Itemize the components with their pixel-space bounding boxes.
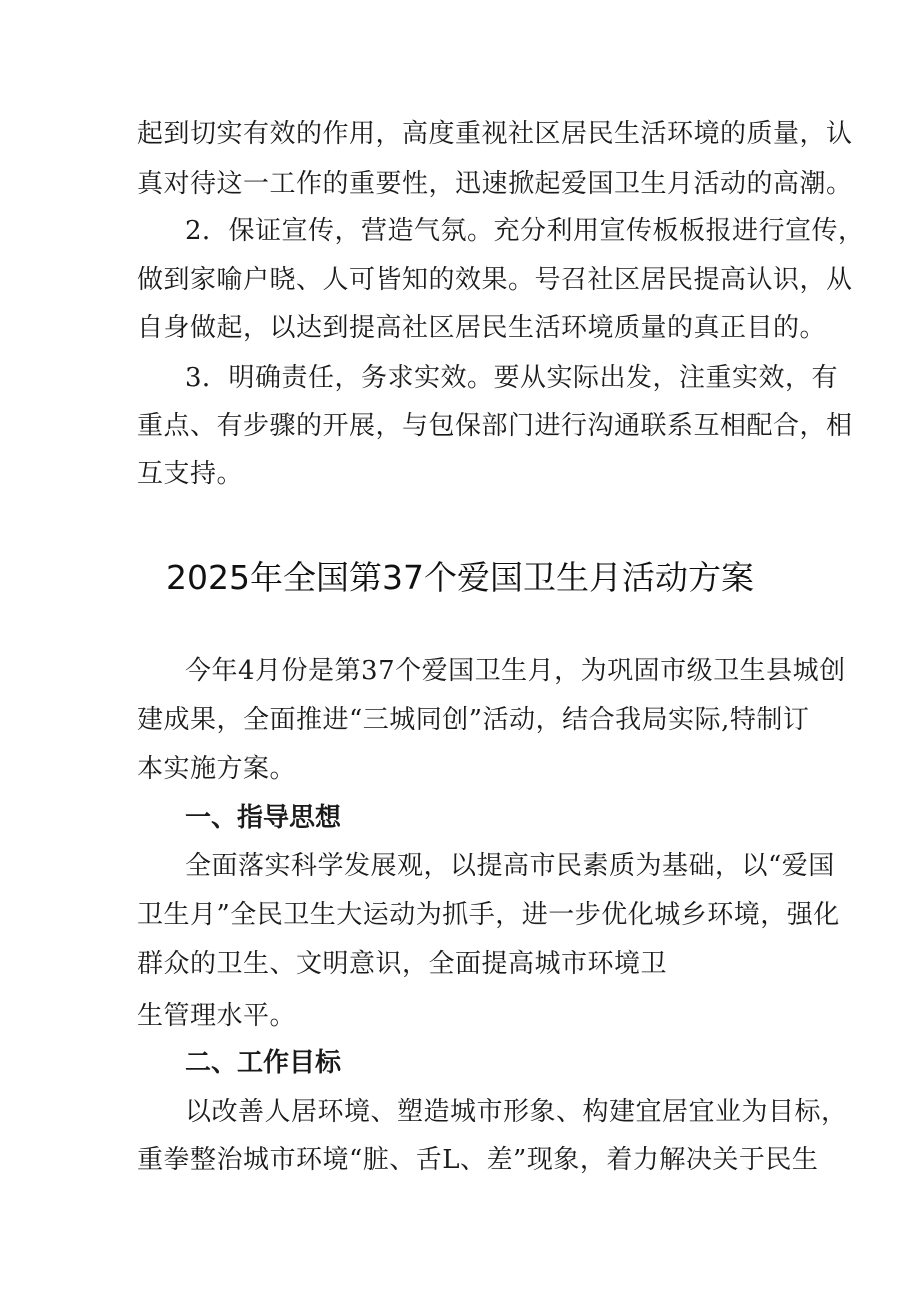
section2-text-line: 以改善人居环境、塑造城市形象、构建宜居宜业为目标， <box>185 1097 848 1127</box>
body-text-line: 真对待这一工作的重要性，迅速掀起爱国卫生月活动的高潮。 <box>137 169 853 199</box>
section1-text-line: 卫生月”全民卫生大运动为抓手，进一步优化城乡环境，强化 <box>137 900 840 930</box>
section1-text-line: 生管理水平。 <box>137 1001 297 1031</box>
body-text-line: 互支持。 <box>137 459 244 489</box>
section2-text-line: 重拳整治城市环境“脏、舌L、差”现象，着力解决关于民生 <box>137 1145 819 1175</box>
intro-text-line: 今年4月份是第37个爱国卫生月，为巩固市级卫生县城创 <box>185 656 846 686</box>
intro-text-line: 建成果，全面推进“三城同创”活动，结合我局实际,特制订 <box>137 705 810 735</box>
document-title: 2025年全国第37个爱国卫生月活动方案 <box>166 558 754 597</box>
body-text-line: 起到切实有效的作用，高度重视社区居民生活环境的质量，认 <box>137 119 853 149</box>
body-text-line: 做到家喻户晓、人可皆知的效果。号召社区居民提高认识，从 <box>137 265 853 295</box>
intro-text-line: 本实施方案。 <box>137 754 297 784</box>
section-heading-guiding-thought: 一、指导思想 <box>185 803 342 833</box>
section1-text-line: 群众的卫生、文明意识，全面提高城市环境卫 <box>137 949 668 979</box>
body-text-line: 重点、有步骤的开展，与包保部门进行沟通联系互相配合，相 <box>137 411 853 441</box>
section-heading-work-goals: 二、工作目标 <box>185 1048 342 1078</box>
list-item-2-line: 2．保证宣传，营造气氛。充分利用宣传板板报进行宣传， <box>185 216 865 246</box>
section1-text-line: 全面落实科学发展观，以提高市民素质为基础，以“爱国 <box>185 851 835 881</box>
list-item-3-line: 3．明确责任，务求实效。要从实际出发，注重实效，有 <box>185 363 839 393</box>
body-text-line: 自身做起，以达到提高社区居民生活环境质量的真正目的。 <box>137 313 827 343</box>
